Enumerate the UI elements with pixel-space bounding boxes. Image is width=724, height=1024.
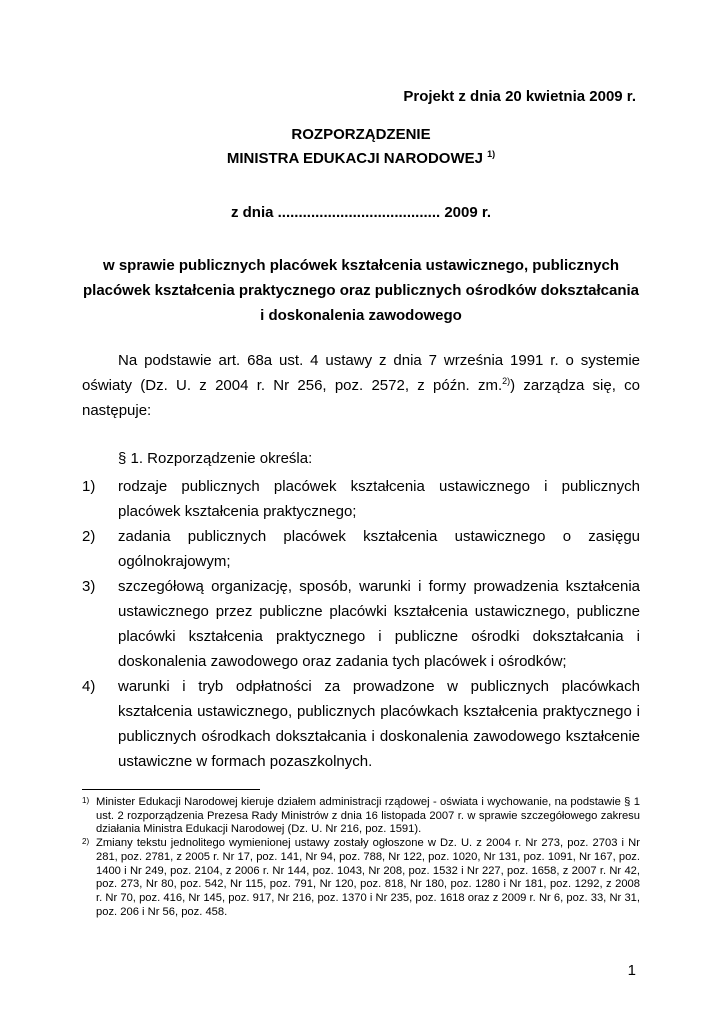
legal-basis [82, 348, 640, 423]
list-item-number: 4) [82, 678, 96, 695]
footnote [82, 837, 640, 919]
page-number: 1 [627, 962, 636, 979]
legal-basis-text-end: ) zarządza się, co następuje: [82, 377, 641, 419]
list-item [82, 474, 640, 524]
footnote-ref-2: 2) [502, 376, 511, 386]
list-item [82, 674, 640, 774]
issuer-name: MINISTRA EDUKACJI NARODOWEJ [226, 150, 483, 167]
list-item-number: 1) [82, 478, 96, 495]
issuer-title [82, 150, 640, 167]
footnote-ref-1: 1) [487, 149, 496, 159]
list-item-number: 2) [82, 528, 96, 545]
footnote-number: 2) [82, 837, 90, 847]
regulation-subject [82, 253, 640, 328]
section-list [82, 474, 640, 774]
footnote [82, 796, 640, 837]
regulation-title: ROZPORZĄDZENIE [291, 126, 431, 143]
regulation-date: z dnia ....................................... 2009 r. [230, 204, 492, 221]
list-item-number: 3) [82, 578, 96, 595]
subject-line: placówek kształcenia praktycznego oraz publicznych ośrodków dokształcania [82, 282, 639, 299]
footnotes [82, 796, 640, 919]
list-item-text: zadania publicznych placówek kształcenia ustawicznego o zasięgu ogólnokrajowym; [118, 528, 640, 570]
draft-label: Projekt z dnia 20 kwietnia 2009 r. [403, 88, 636, 105]
section-heading: § 1. Rozporządzenie określa: [118, 450, 313, 467]
list-item [82, 574, 640, 674]
footnote-separator [82, 789, 260, 790]
subject-line: i doskonalenia zawodowego [260, 307, 462, 324]
legal-basis-text: Na podstawie art. 68a ust. 4 ustawy z dnia 7 września 1991 r. o systemie oświaty (Dz. U. z 2004 r. Nr 256, poz. 2572, z późn. zm. [82, 352, 640, 394]
footnote-number: 1) [82, 796, 90, 805]
list-item-text: warunki i tryb odpłatności za prowadzone w publicznych placówkach kształcenia ustawicznego, publicznych placówkach kształcenia praktycznego i publicznych ośrodkach dokształcania i doskonalenia zawodowego kształcenie ustawiczne w formach pozaszkolnych. [118, 678, 640, 770]
footnote-text: Minister Edukacji Narodowej kieruje działem administracji rządowej - oświata i wychowanie, na podstawie § 1 ust. 2 rozporządzenia Prezesa Rady Ministrów z dnia 16 listopada 2007 r. w sprawie szczegółowego zakresu działania Ministra Edukacji Narodowej (Dz. U. Nr 216, poz. 1591). [96, 796, 640, 836]
list-item [82, 524, 640, 574]
subject-line: w sprawie publicznych placówek kształcenia ustawicznego, publicznych [103, 257, 619, 274]
footnote-text: Zmiany tekstu jednolitego wymienionej ustawy zostały ogłoszone w Dz. U. z 2004 r. Nr 273, poz. 2703 i Nr 281, poz. 2781, z 2005 r. Nr 17, poz. 141, Nr 94, poz. 788, Nr 122, poz. 1020, Nr 131, poz. 1091, Nr 167, poz. 1400 i Nr 249, poz. 2104, z 2006 r. Nr 144, poz. 1043, Nr 208, poz. 1532 i Nr 227, poz. 1658, z 2007 r. Nr 42, poz. 273, Nr 80, poz. 542, Nr 115, poz. 791, Nr 120, poz. 818, Nr 180, poz. 1280 i Nr 181, poz. 1292, z 2008 r. Nr 70, poz. 416, Nr 145, poz. 917, Nr 216, poz. 1370 i Nr 235, poz. 1618 oraz z 2009 r. Nr 6, poz. 33, Nr 31, poz. 206 i Nr 56, poz. 458. [96, 837, 640, 918]
list-item-text: rodzaje publicznych placówek kształcenia ustawicznego i publicznych placówek kształcenia praktycznego; [118, 478, 640, 520]
list-item-text: szczegółową organizację, sposób, warunki i formy prowadzenia kształcenia ustawicznego przez publiczne placówki kształcenia ustawicznego, publiczne placówki kształcenia praktycznego i publiczne ośrodki dokształcania i doskonalenia zawodowego oraz zadania tych placówek i ośrodków; [118, 578, 640, 670]
